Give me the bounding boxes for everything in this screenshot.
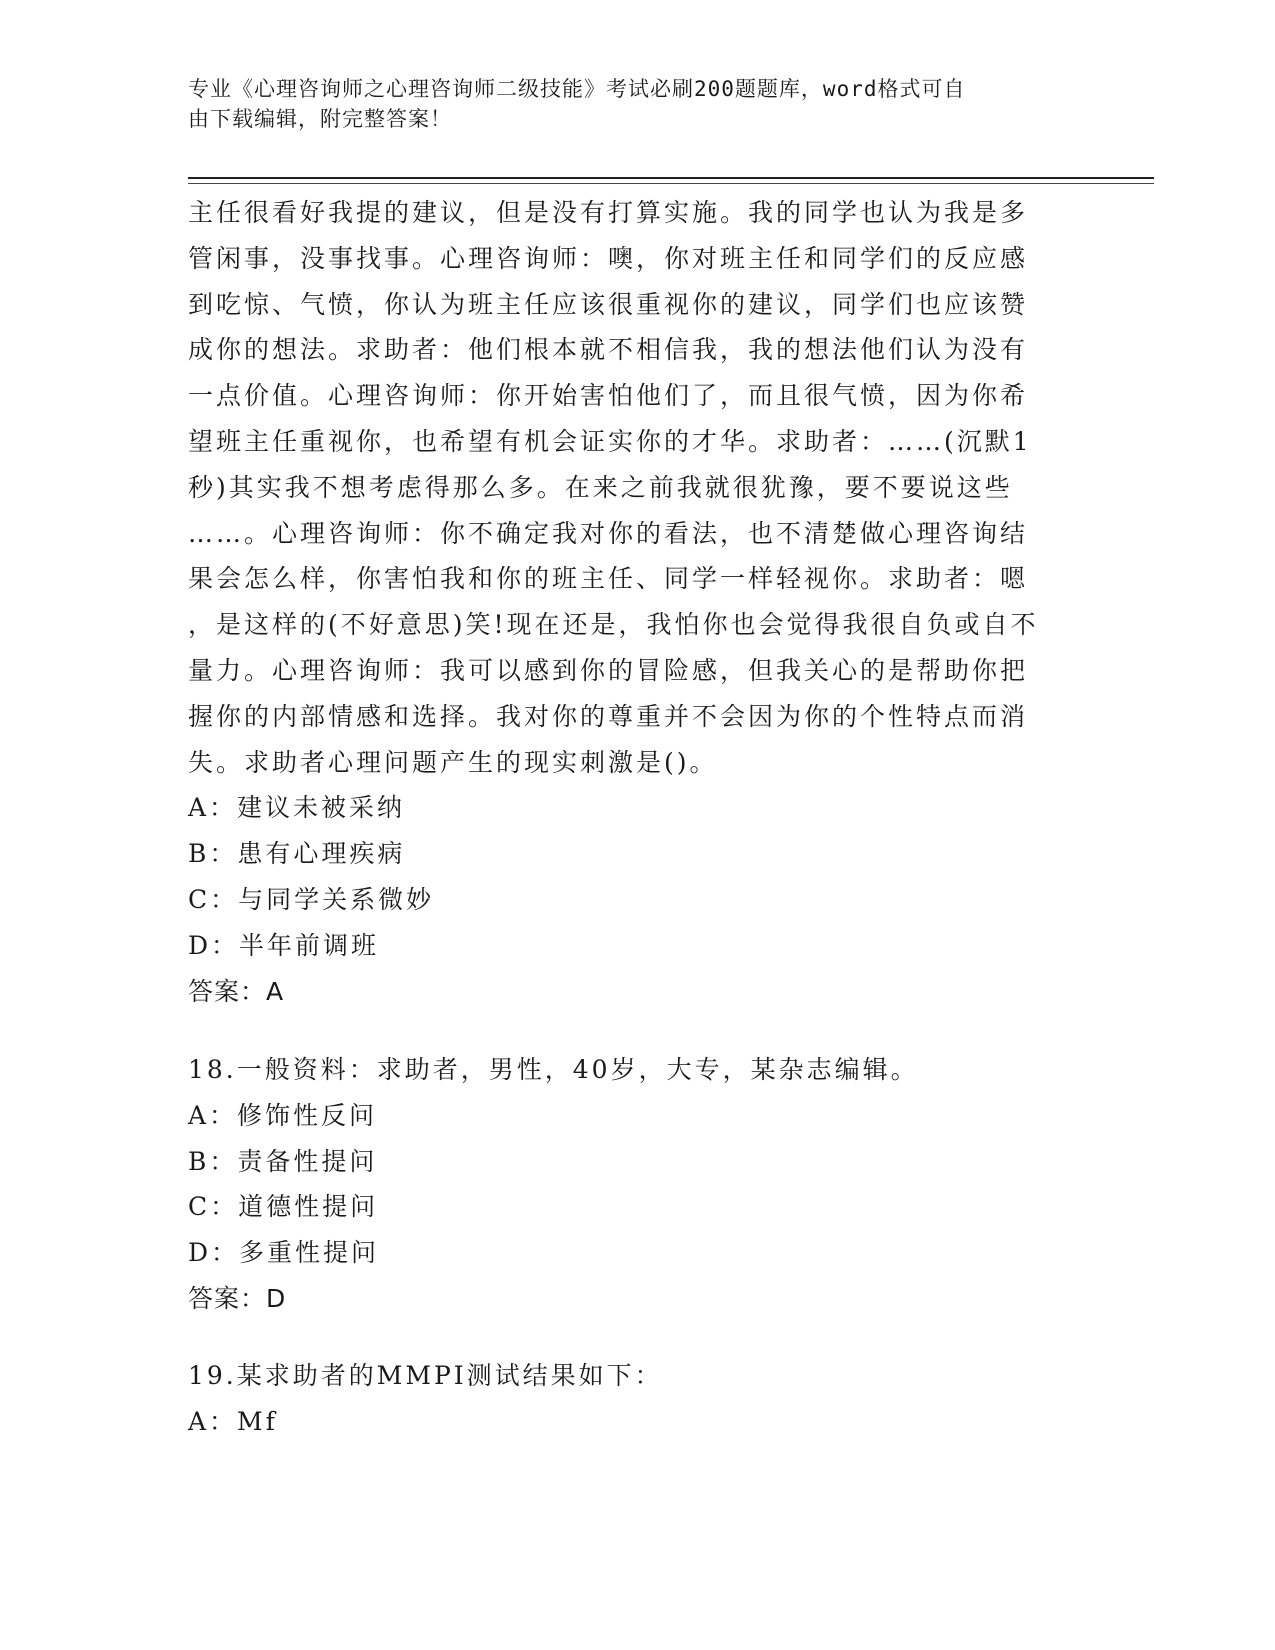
- option-c: C：与同学关系微妙: [188, 884, 435, 914]
- option-c: C：道德性提问: [188, 1192, 379, 1222]
- option-a: A：Mf: [188, 1406, 278, 1436]
- option-d: D：多重性提问: [188, 1238, 380, 1268]
- passage-line: 握你的内部情感和选择。我对你的尊重并不会因为你的个性特点而消: [188, 701, 1029, 731]
- passage-line: 主任很看好我提的建议，但是没有打算实施。我的同学也认为我是多: [188, 198, 1029, 227]
- option-b: B：责备性提问: [188, 1146, 378, 1176]
- passage-line: 果会怎么样，你害怕我和你的班主任、同学一样轻视你。求助者：嗯: [188, 564, 1029, 594]
- question-18-block: [188, 1047, 1078, 1322]
- passage-line: 管闲事，没事找事。心理咨询师：噢，你对班主任和同学们的反应感: [188, 243, 1029, 273]
- header-divider-thick: [188, 177, 1154, 179]
- passage-line: ，是这样的(不好意思)笑!现在还是，我怕你也会觉得我很自负或自不: [188, 610, 1039, 640]
- question-17-block: [188, 190, 1078, 1014]
- question-19-block: [188, 1353, 1078, 1445]
- option-d: D：半年前调班: [188, 930, 380, 960]
- question-stem: 19.某求助者的MMPI测试结果如下：: [188, 1361, 663, 1390]
- document-header: [188, 74, 1068, 134]
- option-a: A：修饰性反问: [188, 1100, 378, 1130]
- passage-line: 成你的想法。求助者：他们根本就不相信我，我的想法他们认为没有: [188, 335, 1029, 365]
- passage-line: 秒)其实我不想考虑得那么多。在来之前我就很犹豫，要不要说这些: [188, 472, 1013, 502]
- passage-line: 失。求助者心理问题产生的现实刺激是()。: [188, 747, 718, 777]
- header-title-line-1: 专业《心理咨询师之心理咨询师二级技能》考试必刷200题题库，word格式可自: [188, 77, 966, 101]
- passage-line: 一点价值。心理咨询师：你开始害怕他们了，而且很气愤，因为你希: [188, 381, 1029, 411]
- passage-line: 望班主任重视你，也希望有机会证实你的才华。求助者：……(沉默1: [188, 426, 1032, 456]
- answer-label: 答案：D: [188, 1283, 287, 1313]
- header-title-line-2: 由下载编辑，附完整答案！: [188, 107, 452, 131]
- option-b: B：患有心理疾病: [188, 839, 406, 869]
- passage-line: ……。心理咨询师：你不确定我对你的看法，也不清楚做心理咨询结: [188, 518, 1029, 548]
- header-divider-thin: [188, 183, 1154, 184]
- answer-label: 答案：A: [188, 976, 285, 1006]
- question-stem: 18.一般资料：求助者，男性，40岁，大专，某杂志编辑。: [188, 1055, 919, 1084]
- passage-line: 到吃惊、气愤，你认为班主任应该很重视你的建议，同学们也应该赞: [188, 289, 1029, 319]
- passage-line: 量力。心理咨询师：我可以感到你的冒险感，但我关心的是帮助你把: [188, 655, 1029, 685]
- option-a: A：建议未被采纳: [188, 793, 406, 823]
